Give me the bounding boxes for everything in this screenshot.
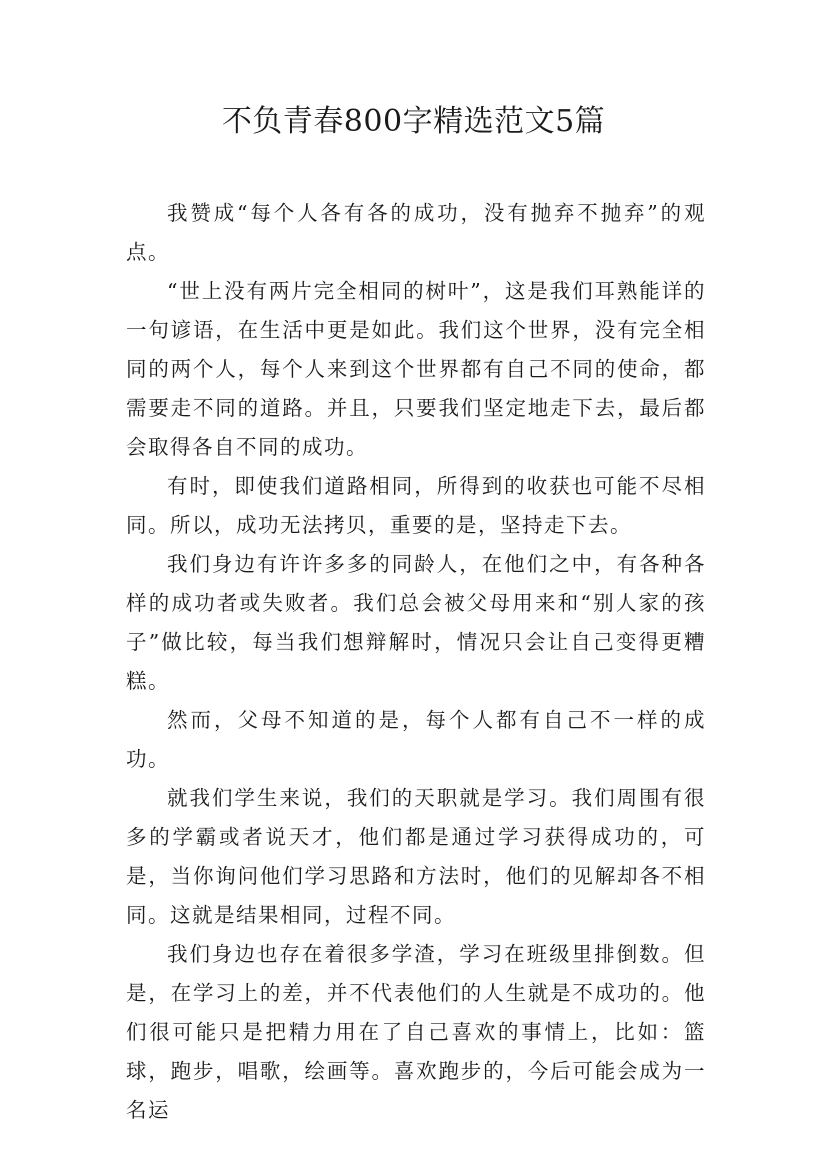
paragraph: 我们身边也存在着很多学渣，学习在班级里排倒数。但是，在学习上的差，并不代表他们的人生就是不成功的。他们很可能只是把精力用在了自己喜欢的事情上，比如：篮球，跑步，唱歌，绘画等。喜欢跑步的，今后可能会成为一名运 xyxy=(126,942,706,1122)
document-title: 不负青春800字精选范文5篇 xyxy=(221,104,606,139)
paragraph: 有时，即使我们道路相同，所得到的收获也可能不尽相同。所以，成功无法拷贝，重要的是，坚持走下去。 xyxy=(126,474,706,537)
document-body xyxy=(126,194,706,1130)
paragraph: 然而，父母不知道的是，每个人都有自己不一样的成功。 xyxy=(126,708,706,771)
paragraph: 我赞成“每个人各有各的成功，没有抛弃不抛弃”的观点。 xyxy=(126,201,706,264)
paragraph: 就我们学生来说，我们的天职就是学习。我们周围有很多的学霸或者说天才，他们都是通过学习获得成功的，可是，当你询问他们学习思路和方法时，他们的见解却各不相同。这就是结果相同，过程不同。 xyxy=(126,786,706,927)
paragraph: 我们身边有许许多多的同龄人，在他们之中，有各种各样的成功者或失败者。我们总会被父母用来和“别人家的孩子”做比较，每当我们想辩解时，情况只会让自己变得更糟糕。 xyxy=(126,552,706,693)
paragraph: “世上没有两片完全相同的树叶”，这是我们耳熟能详的一句谚语，在生活中更是如此。我们这个世界，没有完全相同的两个人，每个人来到这个世界都有自己不同的使命，都需要走不同的道路。并且，只要我们坚定地走下去，最后都会取得各自不同的成功。 xyxy=(126,279,706,459)
